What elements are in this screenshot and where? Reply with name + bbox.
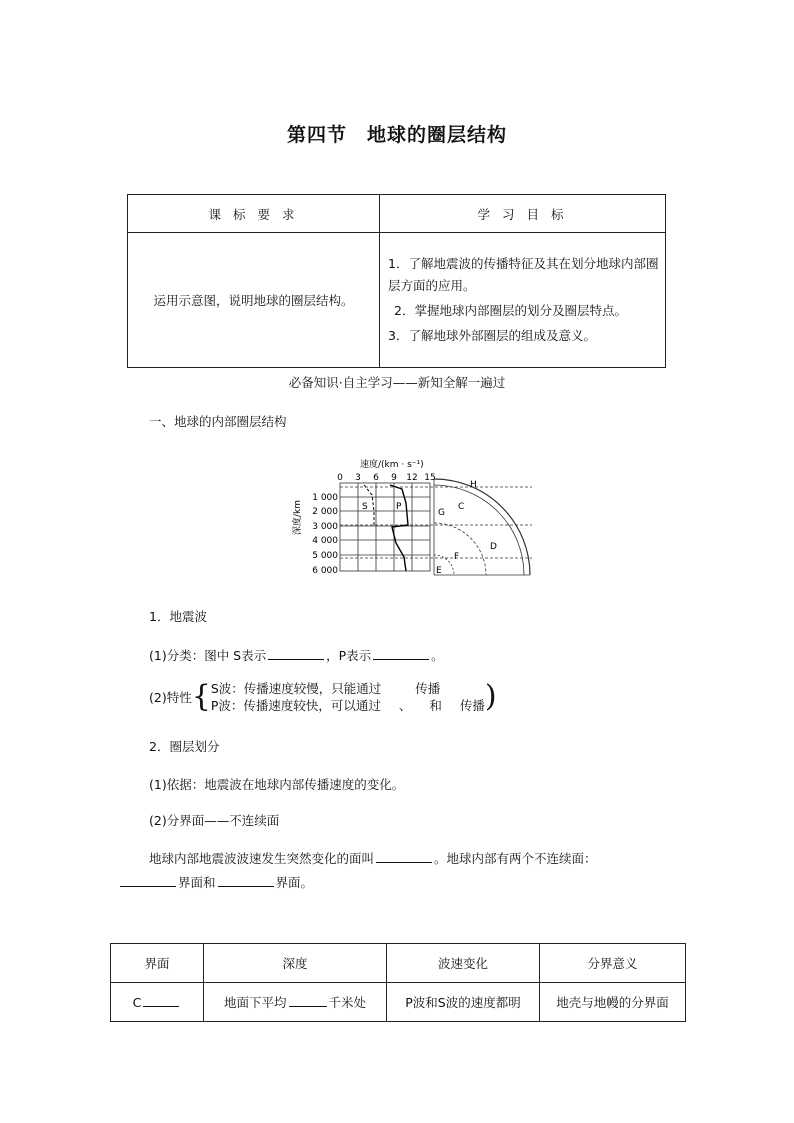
layer-label-g: G bbox=[438, 508, 445, 518]
x-tick: 9 bbox=[391, 473, 397, 483]
layer-label-f: F bbox=[454, 552, 460, 562]
left-brace-icon: { bbox=[191, 679, 211, 714]
classification-end: 。 bbox=[431, 648, 444, 663]
layer-label-d: D bbox=[490, 542, 497, 552]
answer-blank[interactable] bbox=[143, 994, 179, 1007]
y-tick: 4 000 bbox=[312, 536, 338, 546]
requirements-table bbox=[127, 194, 666, 368]
classification-prefix: (1)分类：图中 S表示 bbox=[149, 648, 267, 663]
objective-item: 3．了解地球外部圈层的组成及意义。 bbox=[388, 328, 596, 343]
section-number: 第四节 bbox=[286, 124, 347, 146]
earth-structure-figure bbox=[292, 455, 542, 580]
classification-middle: ，P表示 bbox=[326, 648, 372, 663]
classification-line bbox=[149, 646, 444, 664]
heading-inner-structure: 一、地球的内部圈层结构 bbox=[149, 414, 287, 429]
x-axis-title: 速度/(km · s⁻¹) bbox=[360, 460, 424, 470]
layer-label-h: H bbox=[470, 480, 477, 490]
y-tick: 6 000 bbox=[312, 566, 338, 576]
y-tick: 3 000 bbox=[312, 522, 338, 532]
x-tick: 3 bbox=[355, 473, 361, 483]
p-wave-label: P bbox=[396, 502, 402, 512]
layer-boundary-table bbox=[110, 943, 686, 1022]
objectives-header: 学 习 目 标 bbox=[380, 195, 666, 233]
x-tick: 12 bbox=[406, 473, 418, 483]
layer-label-e: E bbox=[436, 566, 442, 576]
answer-blank[interactable] bbox=[120, 874, 176, 887]
answer-blank[interactable] bbox=[373, 647, 429, 660]
right-brace-icon: ) bbox=[484, 679, 497, 714]
characteristics-block bbox=[149, 680, 497, 714]
subsection-layer-division: 2．圈层划分 bbox=[149, 739, 220, 754]
col-header: 深度 bbox=[204, 944, 387, 983]
characteristics-prefix: (2)特性 bbox=[149, 690, 192, 705]
p-wave-line: P波：传播速度较快，可以通过 、 和 传播 bbox=[210, 698, 485, 713]
y-tick: 2 000 bbox=[312, 507, 338, 517]
table-cell: 地面下平均 千米处 bbox=[204, 983, 387, 1022]
requirement-cell: 运用示意图，说明地球的圈层结构。 bbox=[128, 233, 380, 368]
col-header: 波速变化 bbox=[387, 944, 540, 983]
y-tick: 5 000 bbox=[312, 551, 338, 561]
col-header: 分界意义 bbox=[540, 944, 686, 983]
table-cell: C bbox=[111, 983, 204, 1022]
paragraph-line2: 界面和 界面。 bbox=[118, 873, 313, 891]
answer-blank[interactable] bbox=[218, 874, 274, 887]
paragraph-line1: 地球内部地震波波速发生突然变化的面叫 。地球内部有两个不连续面： bbox=[149, 851, 597, 866]
section-header: 必备知识·自主学习——新知全解一遍过 bbox=[288, 375, 506, 390]
table-cell: 地壳与地幔的分界面 bbox=[540, 983, 686, 1022]
subsection-seismic-waves: 1．地震波 bbox=[149, 609, 207, 624]
s-wave-line: S波：传播速度较慢，只能通过 传播 bbox=[210, 681, 441, 696]
requirements-header: 课 标 要 求 bbox=[128, 195, 380, 233]
section-title: 地球的圈层结构 bbox=[367, 124, 508, 146]
x-tick: 6 bbox=[373, 473, 379, 483]
boundary-line: (2)分界面——不连续面 bbox=[149, 813, 280, 828]
answer-blank[interactable] bbox=[289, 994, 327, 1007]
y-axis-title: 深度/km bbox=[293, 499, 303, 535]
table-cell: P波和S波的速度都明 bbox=[387, 983, 540, 1022]
wave-characteristics bbox=[211, 680, 485, 714]
objective-item: 2．掌握地球内部圈层的划分及圈层特点。 bbox=[394, 303, 627, 318]
objectives-cell bbox=[380, 233, 666, 368]
answer-blank[interactable] bbox=[376, 850, 432, 863]
objective-item: 1．了解地震波的传播特征及其在划分地球内部圈层方面的应用。 bbox=[388, 256, 659, 293]
answer-blank[interactable] bbox=[268, 647, 324, 660]
x-tick: 0 bbox=[337, 473, 343, 483]
page-title bbox=[0, 120, 794, 147]
s-wave-label: S bbox=[362, 502, 368, 512]
x-tick: 15 bbox=[424, 473, 436, 483]
col-header: 界面 bbox=[111, 944, 204, 983]
basis-line: (1)依据：地震波在地球内部传播速度的变化。 bbox=[149, 777, 405, 792]
layer-label-c: C bbox=[458, 502, 465, 512]
y-tick: 1 000 bbox=[312, 493, 338, 503]
